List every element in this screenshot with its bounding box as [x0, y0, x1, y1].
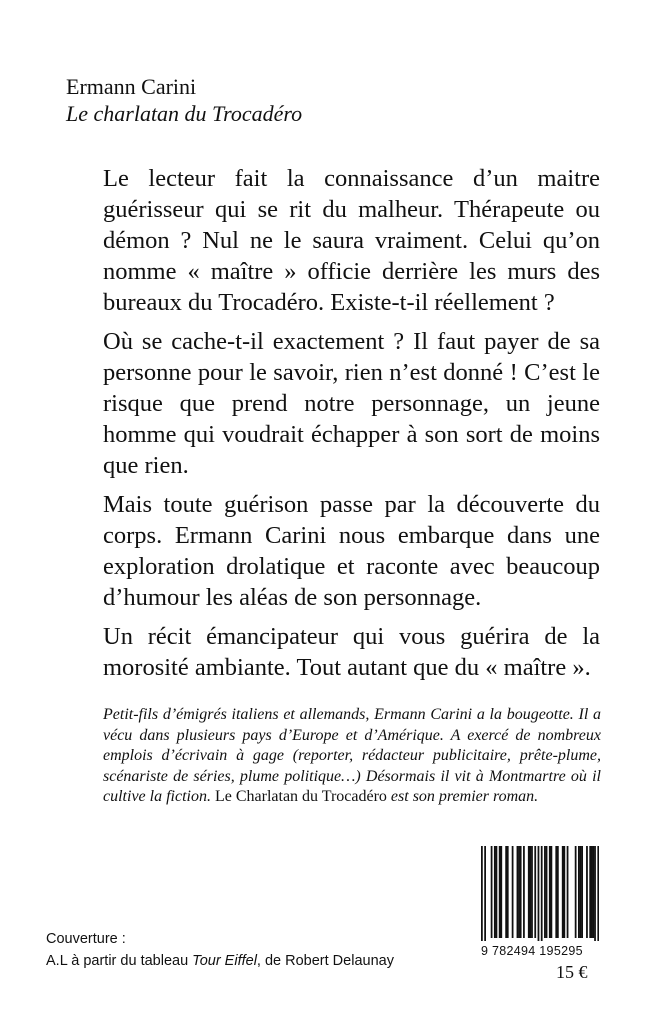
- barcode-bar: [538, 846, 540, 941]
- isbn-barcode: [481, 846, 599, 941]
- barcode-bar: [575, 846, 577, 938]
- barcode-bar: [562, 846, 564, 938]
- barcode-bar: [528, 846, 530, 938]
- barcode-bar: [581, 846, 583, 938]
- barcode-bar: [500, 846, 502, 938]
- blurb-paragraph: Où se cache-t-il exactement ? Il faut payer de sa personne pour le savoir, rien n’est donné ! C’est le risque que prend notre personnage, un jeune homme qui voudrait échapper à son sort de moins que rien.: [103, 328, 600, 479]
- barcode-bar: [541, 846, 543, 941]
- author-name: Ermann Carini: [66, 74, 197, 99]
- price: 15 €: [556, 962, 588, 982]
- barcode-bar: [594, 846, 596, 941]
- bio-text: Petit-fils d’émigrés italiens et allemands, Ermann Carini a la bougeotte. Il a vécu dans plusieurs pays d’Europe et d’Amérique. A exercé de nombreux emplois d’écrivain à gage (reporter, rédacteur publicitaire, prête-plume, scénariste de séries, plume politique…) Désormais il vit à Montmartre où il cultive la fiction.: [103, 706, 601, 805]
- barcode-bar: [507, 846, 509, 938]
- blurb-paragraph: Un récit émancipateur qui vous guérira de la morosité ambiante. Tout autant que du « maître ».: [103, 623, 600, 681]
- barcode-bar: [551, 846, 553, 938]
- barcode-bar: [481, 846, 483, 941]
- barcode-bar: [567, 846, 569, 938]
- barcode-bar: [593, 846, 595, 938]
- barcode-bar: [578, 846, 580, 938]
- isbn-number: 9 782494 195295: [481, 944, 583, 958]
- barcode-bar: [529, 846, 531, 938]
- barcode-bar: [517, 846, 519, 938]
- barcode-graphic: [481, 846, 599, 941]
- barcode-bar: [555, 846, 557, 938]
- barcode-bar: [496, 846, 498, 938]
- cover-credit-prefix: A.L à partir du tableau: [46, 953, 193, 969]
- barcode-bar: [563, 846, 565, 938]
- barcode-bar: [546, 846, 548, 938]
- cover-credit-suffix: , de Robert Delaunay: [256, 953, 394, 969]
- barcode-bar: [491, 846, 493, 938]
- barcode-bar: [499, 846, 501, 938]
- barcode-bar: [531, 846, 533, 938]
- barcode-bar: [589, 846, 591, 938]
- barcode-bar: [494, 846, 496, 938]
- painting-title: Tour Eiffel: [192, 953, 257, 969]
- barcode-bar: [520, 846, 522, 938]
- barcode-bar: [505, 846, 507, 938]
- barcode-bar: [518, 846, 520, 938]
- barcode-bar: [586, 846, 588, 938]
- author-bio: [103, 705, 601, 808]
- cover-credit: [46, 953, 394, 969]
- cover-credit-label: Couverture :: [46, 931, 126, 947]
- barcode-bar: [534, 846, 536, 938]
- blurb-paragraph: Mais toute guérison passe par la découverte du corps. Ermann Carini nous embarque dans une exploration drolatique et raconte avec beaucoup d’humour les aléas de son personnage.: [103, 491, 600, 611]
- barcode-bar: [544, 846, 546, 938]
- barcode-bar: [484, 846, 486, 941]
- blurb-paragraph: Le lecteur fait la connaissance d’un maitre guérisseur qui se rit du malheur. Thérapeute ou démon ? Nul ne le saura vraiment. Celui qu’on nomme « maître » officie derrière les murs des bureaux du Trocadéro. Existe-t-il réellement ?: [103, 165, 600, 316]
- barcode-bar: [580, 846, 582, 938]
- barcode-bar: [597, 846, 599, 941]
- barcode-bar: [549, 846, 551, 938]
- barcode-bar: [557, 846, 559, 938]
- blurb: [103, 163, 600, 691]
- barcode-bar: [512, 846, 514, 938]
- bio-text-end: est son premier roman.: [386, 788, 539, 805]
- bio-book-title: Le Charlatan du Trocadéro: [214, 788, 387, 805]
- barcode-bar: [591, 846, 593, 938]
- barcode-bar: [523, 846, 525, 938]
- book-title: Le charlatan du Trocadéro: [66, 101, 303, 126]
